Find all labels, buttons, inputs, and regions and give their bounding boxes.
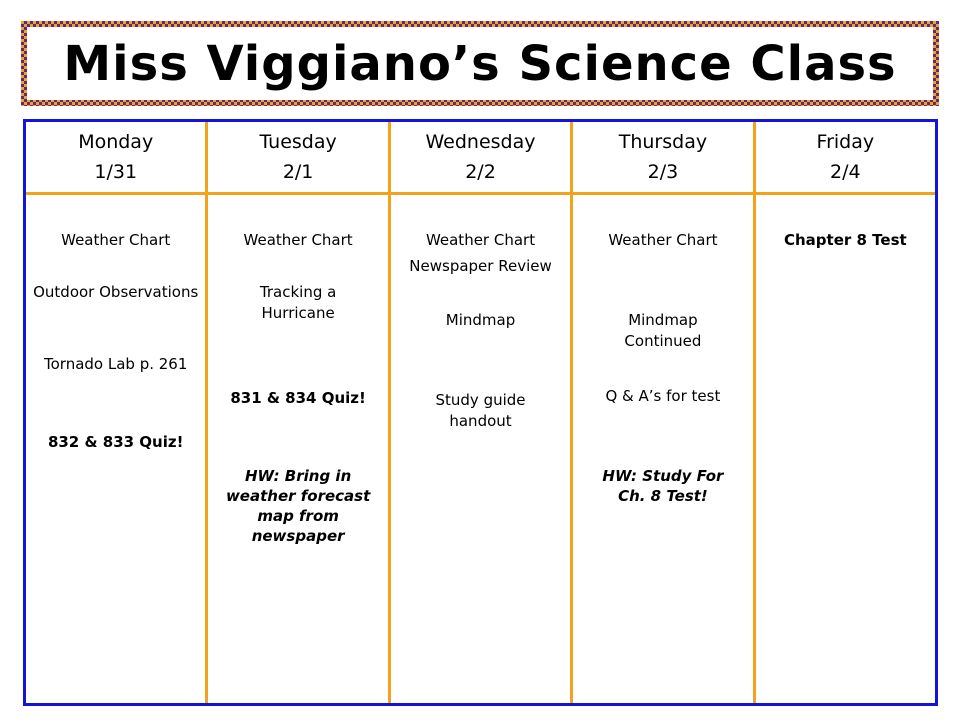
list-item: Weather Chart	[61, 231, 171, 249]
list-item: Weather Chart	[608, 231, 718, 249]
list-item: Mindmap Continued	[624, 311, 702, 350]
list-item: Tornado Lab p. 261	[44, 355, 188, 373]
day-label: Thursday	[618, 131, 708, 153]
list-item: Newspaper Review	[409, 257, 552, 275]
column-wednesday	[391, 122, 573, 703]
title-inner	[27, 27, 933, 100]
title-banner	[21, 21, 939, 106]
list-item: Tracking a Hurricane	[259, 283, 337, 322]
homework-notice: HW: Bring in weather forecast map from newspaper	[225, 467, 371, 545]
list-item: Mindmap	[445, 311, 516, 329]
list-item: Weather Chart	[243, 231, 353, 249]
homework-notice: HW: Study For Ch. 8 Test!	[602, 467, 724, 505]
column-header-thursday	[573, 122, 752, 195]
column-monday	[26, 122, 208, 703]
list-item: Outdoor Observations	[33, 283, 199, 301]
list-item: Weather Chart	[425, 231, 536, 249]
day-label: Monday	[78, 131, 154, 153]
date-label: 2/1	[282, 161, 314, 183]
date-label: 2/3	[647, 161, 679, 183]
day-label: Friday	[816, 131, 875, 153]
column-tuesday	[208, 122, 390, 703]
list-item: Q & A’s for test	[605, 387, 721, 405]
date-label: 1/31	[94, 161, 138, 183]
date-label: 2/2	[465, 161, 496, 183]
weekly-schedule-table	[23, 119, 938, 706]
date-label: 2/4	[830, 161, 861, 183]
column-friday	[756, 122, 935, 703]
column-header-tuesday	[208, 122, 387, 195]
test-notice: Chapter 8 Test	[783, 231, 907, 249]
day-label: Tuesday	[259, 131, 337, 153]
column-thursday	[573, 122, 755, 703]
column-header-friday	[756, 122, 935, 195]
column-header-wednesday	[391, 122, 570, 195]
list-item: Study guide handout	[435, 391, 526, 430]
day-label: Wednesday	[425, 131, 536, 153]
quiz-notice: 832 & 833 Quiz!	[47, 433, 184, 451]
quiz-notice: 831 & 834 Quiz!	[230, 389, 366, 407]
page-title: Miss Viggiano’s Science Class	[63, 35, 897, 92]
column-header-monday	[26, 122, 205, 195]
